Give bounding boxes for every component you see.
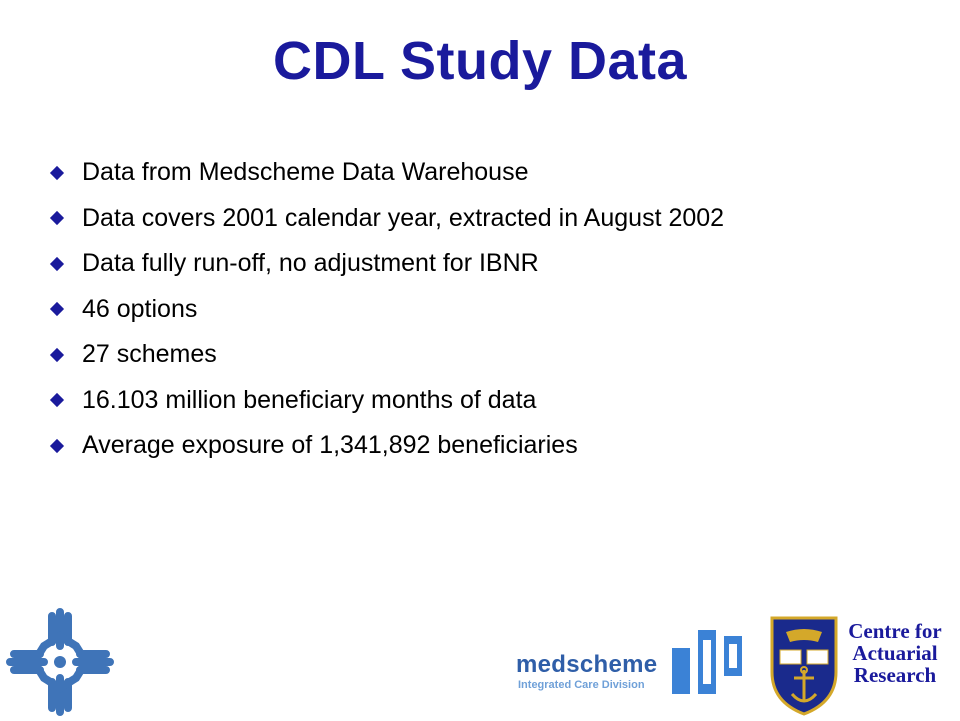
medscheme-mark-icon	[670, 626, 752, 701]
medscheme-name: medscheme	[516, 651, 658, 678]
centre-line-3: Research	[853, 663, 937, 687]
medscheme-logo	[516, 652, 657, 692]
centre-line-2: Actuarial	[852, 641, 938, 665]
bullet-item	[50, 196, 724, 242]
university-crest-icon	[770, 616, 838, 721]
bullet-text: Data covers 2001 calendar year, extracted in August 2002	[82, 203, 725, 232]
centre-for-actuarial-research-label	[836, 620, 954, 686]
bullet-item	[50, 287, 724, 333]
bullet-text: Average exposure of 1,341,892 beneficiaries	[82, 431, 578, 460]
bullet-list	[50, 150, 724, 469]
bullet-text: 16.103 million beneficiary months of data	[82, 385, 537, 414]
bullet-item	[50, 150, 724, 196]
medscheme-subtitle: Integrated Care Division	[518, 679, 645, 691]
diamond-bullet-icon	[50, 166, 64, 180]
bullet-text: Data fully run-off, no adjustment for IBNR	[82, 249, 539, 278]
bullet-item	[50, 241, 724, 287]
bullet-item	[50, 423, 724, 469]
diamond-bullet-icon	[50, 257, 64, 271]
diamond-bullet-icon	[50, 348, 64, 362]
diamond-bullet-icon	[50, 439, 64, 453]
bullet-text: Data from Medscheme Data Warehouse	[82, 158, 529, 187]
bullet-item	[50, 378, 724, 424]
bullet-item	[50, 332, 724, 378]
diamond-bullet-icon	[50, 393, 64, 407]
bullet-text: 27 schemes	[82, 340, 217, 369]
centre-line-1: Centre for	[848, 619, 942, 643]
diamond-bullet-icon	[50, 211, 64, 225]
cross-knot-logo-icon	[6, 608, 114, 721]
diamond-bullet-icon	[50, 302, 64, 316]
bullet-text: 46 options	[82, 294, 198, 323]
slide-title: CDL Study Data	[272, 31, 688, 91]
